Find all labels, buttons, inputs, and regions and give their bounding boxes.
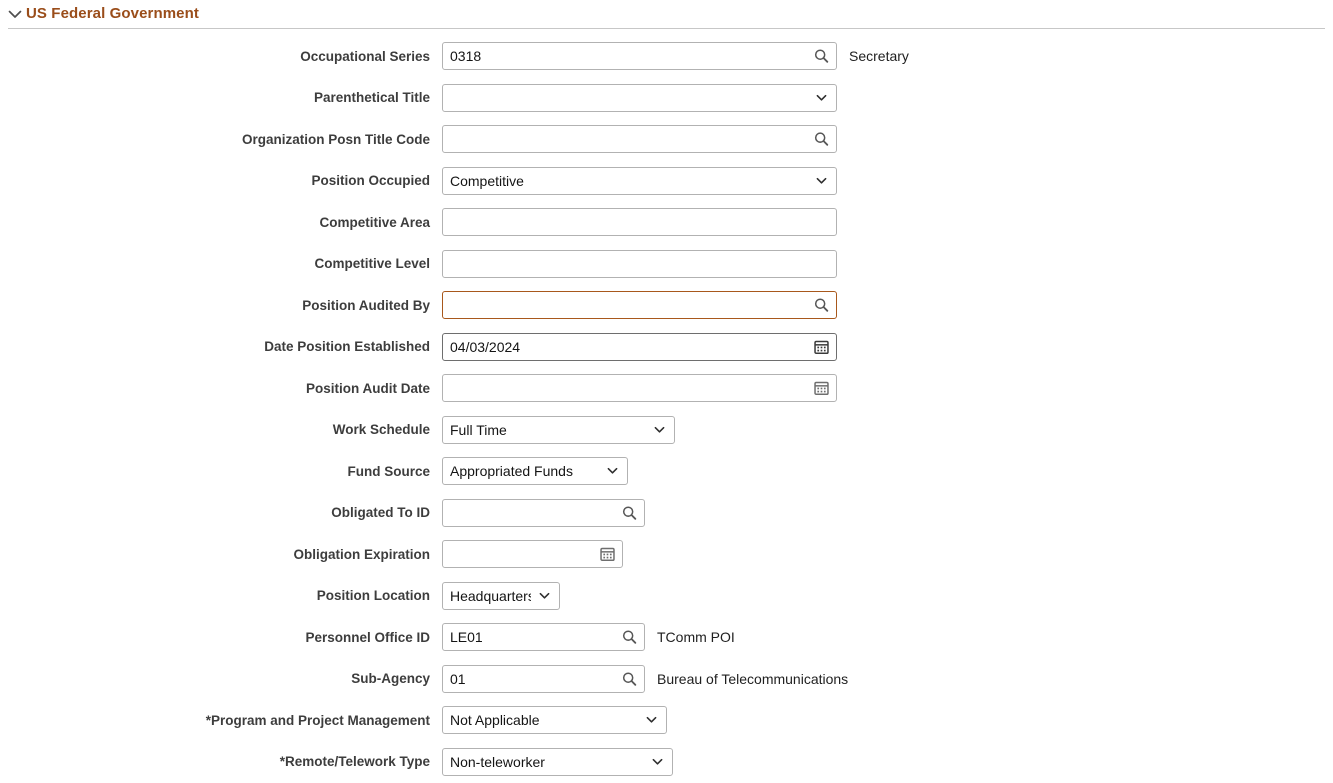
row-obligated-to-id [8,499,1325,527]
date-position-established-field [442,333,837,361]
field-label: *Program and Project Management [205,712,430,728]
obligated-to-id-field [442,499,645,527]
field-label: Position Audit Date [306,380,430,396]
field-control [442,540,1325,568]
field-control [442,457,1325,485]
search-icon[interactable] [814,49,829,64]
position-occupied-field [442,167,837,195]
sub-agency-input[interactable] [443,666,644,692]
field-label: Obligation Expiration [293,546,430,562]
position-audit-date-field [442,374,837,402]
chevron-down-icon[interactable] [646,716,657,724]
chevron-down-icon[interactable] [539,592,550,600]
occupational-series-input[interactable] [443,43,836,69]
personnel-office-id-field [442,623,645,651]
field-label: Sub-Agency [351,671,430,686]
field-control [442,706,1325,734]
field-label: Position Audited By [302,297,430,313]
competitive-level-input[interactable] [443,251,836,277]
work-schedule-field [442,416,675,444]
field-control [442,374,1325,402]
field-control [442,748,1325,776]
field-control [442,291,1325,319]
chevron-down-icon[interactable] [652,758,663,766]
field-label: Personnel Office ID [305,629,430,645]
row-competitive-level [8,250,1325,278]
row-position-audited-by [8,291,1325,319]
row-organization-posn-title-code [8,125,1325,153]
calendar-icon[interactable] [600,547,615,562]
search-icon[interactable] [622,505,637,520]
field-control [442,582,1325,610]
field-control [442,416,1325,444]
position-location-field [442,582,560,610]
row-fund-source [8,457,1325,485]
field-label: Parenthetical Title [313,90,430,105]
field-label: Organization Posn Title Code [241,131,430,147]
organization-posn-title-code-input[interactable] [443,126,836,152]
field-control [442,665,1325,693]
field-control [442,84,1325,112]
search-icon[interactable] [622,630,637,645]
field-control [442,623,1325,651]
chevron-down-icon[interactable] [816,177,827,185]
chevron-down-icon[interactable] [654,426,665,434]
row-occupational-series [8,42,1325,70]
work-schedule-select[interactable] [443,417,674,443]
fund-source-field [442,457,628,485]
field-label: Position Occupied [311,173,430,188]
competitive-level-field [442,250,837,278]
position-audited-by-field [442,291,837,319]
row-date-position-established [8,333,1325,361]
position-audit-date-input[interactable] [443,375,836,401]
field-control [442,167,1325,195]
row-competitive-area [8,208,1325,236]
program-and-project-management-select[interactable] [443,707,666,733]
field-description: Secretary [849,48,909,64]
row-work-schedule [8,416,1325,444]
field-description: Bureau of Telecommunications [657,670,849,687]
search-icon[interactable] [814,298,829,313]
obligated-to-id-input[interactable] [443,500,644,526]
parenthetical-title-select[interactable] [443,85,836,111]
row-remote-telework-type [8,748,1325,776]
field-control [442,125,1325,153]
obligation-expiration-field [442,540,623,568]
row-obligation-expiration [8,540,1325,568]
position-audited-by-input[interactable] [443,292,836,318]
row-personnel-office-id [8,623,1325,651]
position-occupied-select[interactable] [443,168,836,194]
remote-telework-type-field [442,748,673,776]
search-icon[interactable] [622,671,637,686]
row-position-audit-date [8,374,1325,402]
section-header[interactable] [8,0,1325,26]
row-position-occupied [8,167,1325,195]
chevron-down-icon[interactable] [607,467,618,475]
obligation-expiration-input[interactable] [443,541,622,567]
remote-telework-type-select[interactable] [443,749,672,775]
field-control [442,499,1325,527]
row-sub-agency [8,665,1325,693]
calendar-icon[interactable] [814,339,829,354]
field-description: TComm POI [657,629,735,645]
field-label: Competitive Area [319,214,430,230]
occupational-series-field [442,42,837,70]
row-position-location [8,582,1325,610]
field-label: Date Position Established [264,339,430,354]
row-program-and-project-management [8,706,1325,734]
competitive-area-field [442,208,837,236]
field-control [442,333,1325,361]
date-position-established-input[interactable] [443,334,836,360]
fund-source-select[interactable] [443,458,627,484]
search-icon[interactable] [814,132,829,147]
field-label: Work Schedule [332,422,430,437]
row-parenthetical-title [8,84,1325,112]
field-label: Occupational Series [300,48,430,64]
field-control [442,42,1325,70]
field-label: Position Location [316,588,430,603]
chevron-down-icon[interactable] [8,10,22,19]
form-fields [8,29,1325,776]
sub-agency-field [442,665,645,693]
field-label: Competitive Level [314,256,430,271]
organization-posn-title-code-field [442,125,837,153]
section-title: US Federal Government [26,5,199,22]
personnel-office-id-input[interactable] [443,624,644,650]
competitive-area-input[interactable] [443,209,836,235]
field-control [442,208,1325,236]
field-label: Obligated To ID [331,505,430,520]
field-control [442,250,1325,278]
calendar-icon[interactable] [814,381,829,396]
chevron-down-icon[interactable] [816,94,827,102]
parenthetical-title-field [442,84,837,112]
program-and-project-management-field [442,706,667,734]
field-label: Fund Source [347,463,430,479]
field-label: *Remote/Telework Type [279,754,430,769]
